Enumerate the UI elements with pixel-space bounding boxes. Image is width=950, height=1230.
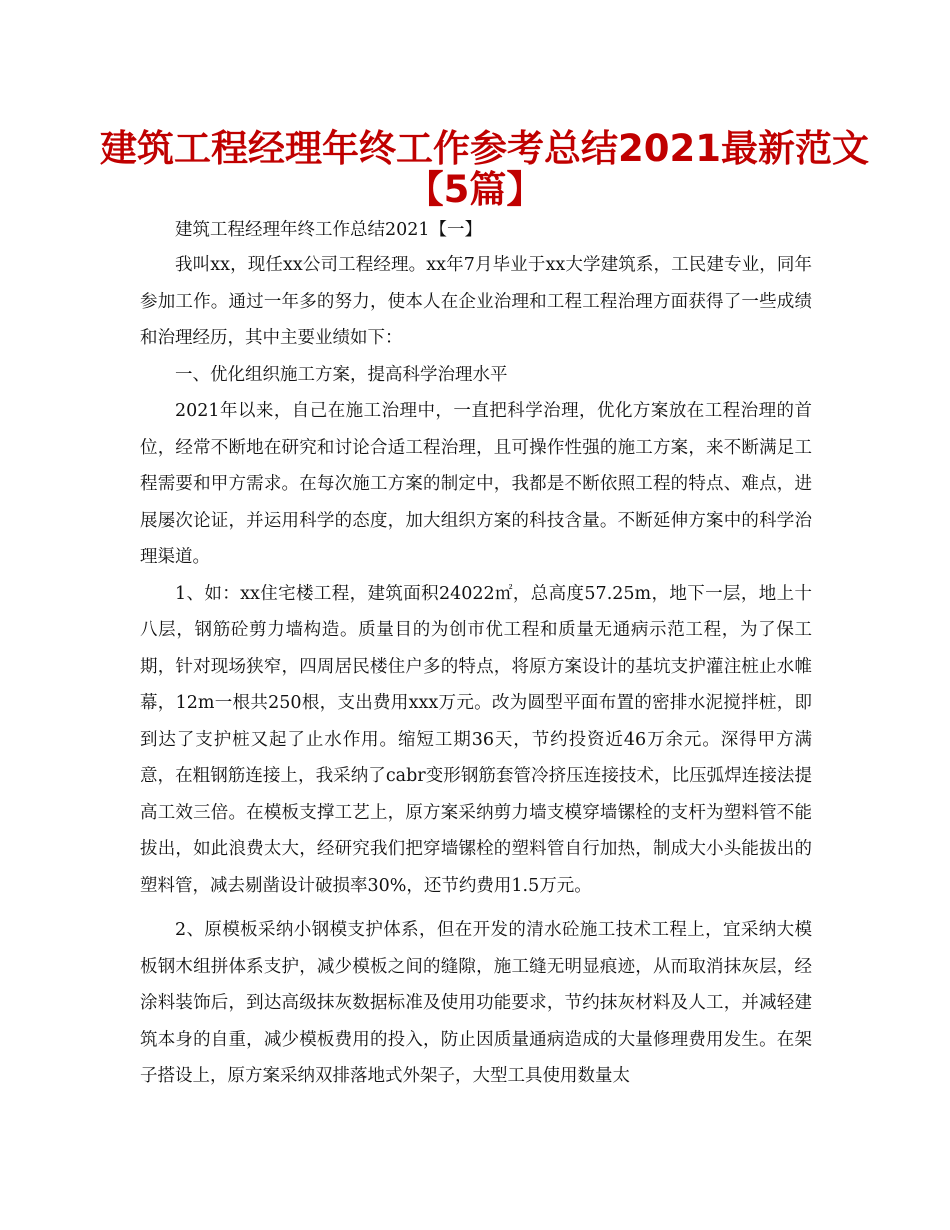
paragraph-item-2: 2、原模板采纳小钢模支护体系，但在开发的清水砼施工技术工程上，宜采纳大模板钢木组拼体系支护，减少模板之间的缝隙，施工缝无明显痕迹，从而取消抹灰层，经涂料装饰后，到达高级抹灰数据标准及使用功能要求，节约抹灰材料及人工，并减轻建筑本身的自重，减少模板费用的投入，防止因质量通病造成的大量修理费用发生。在架子搭设上，原方案采纳双排落地式外架子，大型工具使用数量太 [140, 920, 812, 1086]
paragraph-2021: 2021年以来，自己在施工治理中，一直把科学治理，优化方案放在工程治理的首位，经常不断地在研究和讨论合适工程治理，且可操作性强的施工方案，来不断满足工程需要和甲方需求。在每次施工方案的制定中，我都是不断依照工程的特点、难点，进展屡次论证，并运用科学的态度，加大组织方案的科技含量。不断延伸方案中的科学治理渠道。 [140, 401, 812, 567]
subheading-optimize: 一、优化组织施工方案，提高科学治理水平 [175, 364, 508, 385]
paragraph-item-1: 1、如：xx住宅楼工程，建筑面积24022㎡，总高度57.25m，地下一层，地上十八层，钢筋砼剪力墙构造。质量目的为创市优工程和质量无通病示范工程，为了保工期，针对现场狭窄，四周居民楼住户多的特点，将原方案设计的基坑支护灌注桩止水帷幕，12m一根共250根，支出费用xxx万元。改为圆型平面布置的密排水泥搅拌桩，即到达了支护桩又起了止水作用。缩短工期36天，节约投资近46万余元。深得甲方满意，在粗钢筋连接上，我采纳了cabr变形钢筋套管冷挤压连接技术，比压弧焊连接法提高工效三倍。在模板支撑工艺上，原方案采纳剪力墙支模穿墙镙栓的支杆为塑料管不能拔出，如此浪费太大，经研究我们把穿墙镙栓的塑料管自行加热，制成大小头能拔出的塑料管，减去剔凿设计破损率30%，还节约费用1.5万元。 [140, 583, 812, 896]
document-body [140, 213, 812, 1095]
section-heading: 建筑工程经理年终工作总结2021【一】 [175, 220, 483, 240]
paragraph-intro: 我叫xx，现任xx公司工程经理。xx年7月毕业于xx大学建筑系，工民建专业，同年参加工作。通过一年多的努力，使本人在企业治理和工程工程治理方面获得了一些成绩和治理经历，其中主要业绩如下： [140, 255, 812, 348]
document-title-line-1: 建筑工程经理年终工作参考总结2021最新范文 [100, 127, 869, 170]
paragraph-gap [140, 904, 812, 912]
document-title-line-2: 【5篇】 [406, 168, 544, 211]
